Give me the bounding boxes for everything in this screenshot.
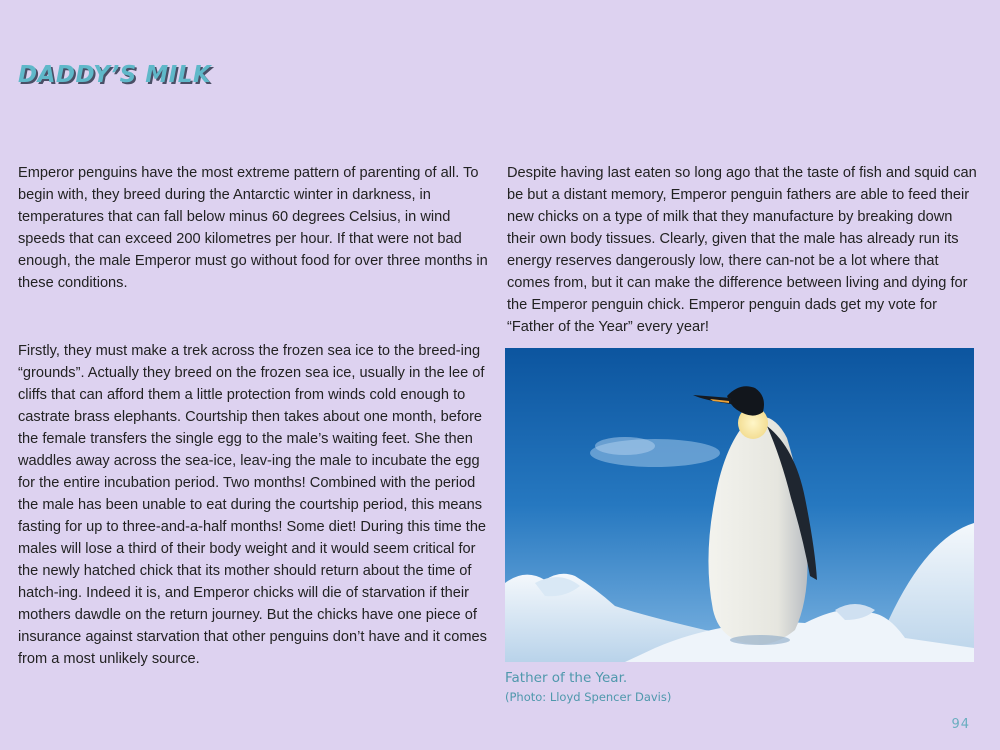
penguin-illustration bbox=[505, 348, 974, 662]
photo-caption: Father of the Year. bbox=[505, 670, 628, 686]
paragraph-intro: Emperor penguins have the most extreme pattern of parenting of all. To begin with, they breed during the Antarctic winter in darkness, in temperatures that can fall below minus 60 degrees Celsius, in wind speeds that can exceed 200 kilometres per hour. If that were not bad enough, the male Emperor must go without food for over three months in these conditions. bbox=[18, 165, 488, 291]
photo-credit: (Photo: Lloyd Spencer Davis) bbox=[505, 690, 672, 704]
emperor-penguin-photo bbox=[505, 348, 974, 662]
paragraph-trek: Firstly, they must make a trek across the frozen sea ice to the breed-ing “grounds”. Actually they breed on the frozen sea ice, usually in the lee of cliffs that can afford them a little protection from winds cold enough to castrate brass elephants. Courtship then takes about one month, before the female transfers the single egg to the male’s waiting feet. She then waddles away across the sea-ice, leav-ing the male to incubate the egg for the entire incubation period. Two months! Combined with the period the male has been unable to eat during the courtship period, this means fasting for up to three-and-a-half months! Some diet! During this time the males will lose a third of their body weight and it would seem critical for the newly hatched chick that its mother should return about the time of hatch-ing. Indeed it is, and Emperor chicks will die of starvation if their mothers dawdle on the return journey. But the chicks have one piece of insurance against starvation that other penguins don’t have and it comes from a most unlikely source. bbox=[18, 343, 487, 667]
page-number: 94 bbox=[951, 717, 970, 732]
paragraph-milk: Despite having last eaten so long ago that the taste of fish and squid can be but a distant memory, Emperor penguin fathers are able to feed their new chicks on a type of milk that they manufacture by breaking down their own body tissues. Clearly, given that the male has already run its energy reserves dangerously low, there can-not be a lot where that comes from, but it can make the difference between living and dying for the Emperor penguin chick. Emperor penguin dads get my vote for “Father of the Year” every year! bbox=[507, 165, 977, 335]
page-title: DADDY’S MILK bbox=[18, 62, 212, 88]
